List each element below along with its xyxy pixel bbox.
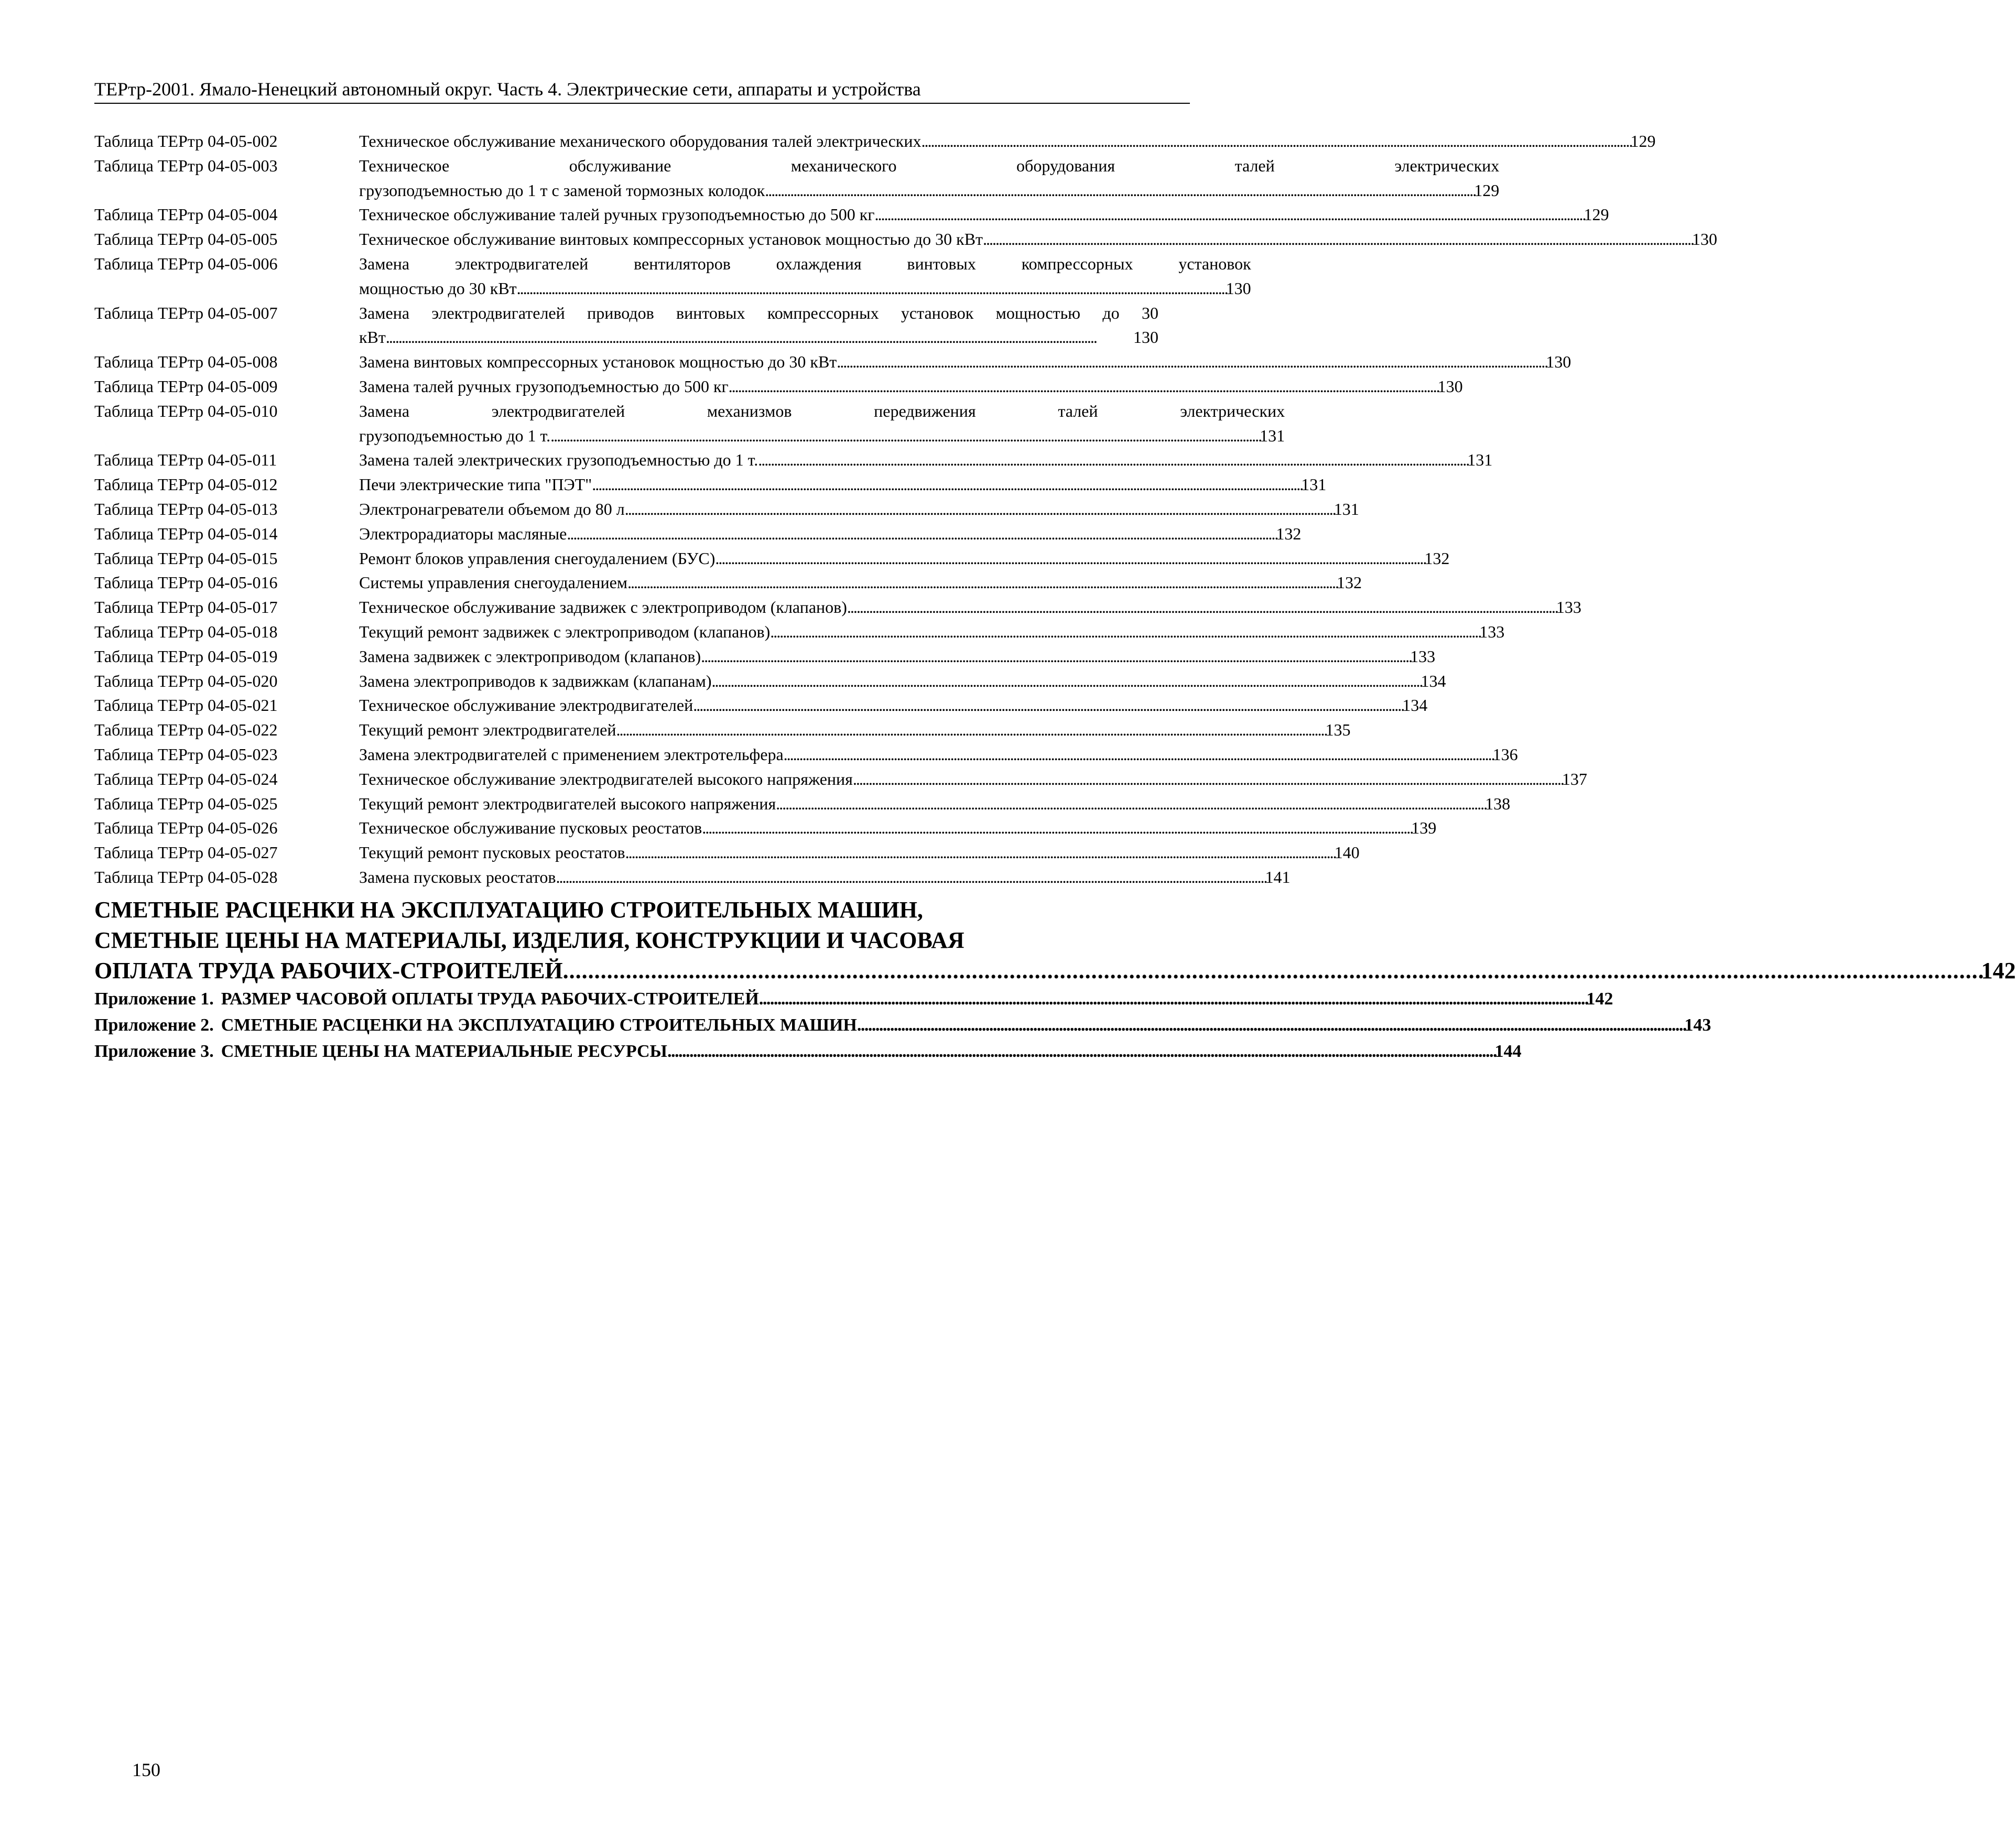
entry-title-line: Замена электродвигателей с применением электротельфера: [359, 744, 784, 764]
toc-entry[interactable]: [94, 522, 1302, 546]
page-number-ref: 130: [1692, 230, 1718, 249]
toc-entry[interactable]: [94, 399, 1285, 448]
section-heading-line: ОПЛАТА ТРУДА РАБОЧИХ-СТРОИТЕЛЕЙ: [94, 957, 563, 983]
toc-entry[interactable]: [94, 644, 1436, 669]
entry-title-line: Текущий ремонт пусковых реостатов: [359, 843, 625, 862]
entry-leader-line: [359, 840, 1360, 865]
entry-title-line: Замена электроприводов к задвижкам (клапанам): [359, 671, 712, 690]
toc-entry[interactable]: [94, 129, 1656, 154]
entry-title-line: Текущий ремонт задвижек с электроприводом (клапанов): [359, 622, 771, 641]
entry-leader-line: [359, 718, 1350, 742]
entry-title-line: Техническое обслуживание винтовых компрессорных установок мощностью до 30 кВт: [359, 230, 983, 249]
page-number-ref: 137: [1562, 769, 1587, 788]
entry-leader-line: [359, 424, 1285, 448]
dot-leader: [625, 497, 1334, 522]
entry-leader-line: [359, 350, 1571, 374]
dot-leader: [563, 956, 1981, 986]
table-code: Таблица ТЕРтр 04-05-006: [94, 254, 278, 273]
entry-title: [359, 129, 1655, 154]
entry-leader-line: [359, 644, 1435, 669]
entry-title: [359, 792, 1510, 816]
dot-leader: [693, 693, 1402, 718]
entry-leader-line: [359, 472, 1326, 497]
entry-leader-line: [359, 276, 1251, 301]
entry-title-line: Замена талей ручных грузоподъемностью до 500 кг: [359, 376, 729, 396]
entry-title-line: Замена электродвигателей приводов винтовых компрессорных установок мощностью до 30: [359, 303, 1158, 322]
table-code: Таблица ТЕРтр 04-05-018: [94, 622, 278, 641]
section-heading-leader: [94, 956, 2016, 986]
table-code: Таблица ТЕРтр 04-05-013: [94, 499, 278, 518]
dot-leader: [712, 669, 1421, 694]
toc-entry[interactable]: [94, 669, 1446, 694]
entry-title-line: Ремонт блоков управления снегоудалением (БУС): [359, 548, 716, 568]
entry-title: [359, 399, 1285, 448]
toc-entry[interactable]: [94, 816, 1437, 840]
entry-leader-line: [359, 669, 1446, 694]
table-code: Таблица ТЕРтр 04-05-028: [94, 867, 278, 886]
toc-entry[interactable]: [94, 840, 1360, 865]
table-code: Таблица ТЕРтр 04-05-009: [94, 376, 278, 396]
toc-entry[interactable]: [94, 865, 1291, 890]
appendix-label: Приложение 3.: [94, 1041, 214, 1061]
table-code: Таблица ТЕРтр 04-05-027: [94, 843, 278, 862]
entry-leader-line: [359, 767, 1587, 792]
table-code: Таблица ТЕРтр 04-05-004: [94, 205, 278, 224]
toc-entry[interactable]: [94, 693, 1428, 718]
dot-leader: [874, 202, 1584, 227]
page-number-ref: 133: [1556, 598, 1581, 617]
entry-leader-line: [359, 522, 1301, 546]
entry-title: [359, 202, 1609, 227]
entry-leader-line: [359, 374, 1463, 399]
table-code: Таблица ТЕРтр 04-05-007: [94, 303, 278, 322]
section-heading: [94, 895, 2016, 986]
toc-entry[interactable]: [94, 374, 1463, 399]
dot-leader: [758, 448, 1467, 472]
entry-title: [359, 252, 1251, 301]
entry-title: [359, 742, 1518, 767]
entry-title: [359, 301, 1158, 350]
dot-leader: [627, 570, 1337, 595]
entry-leader-line: [359, 792, 1510, 816]
entry-leader-line: [359, 742, 1518, 767]
entry-title-line: Системы управления снегоудалением: [359, 573, 628, 592]
entry-title: [359, 767, 1587, 792]
page-number-ref: 142: [1981, 957, 2016, 983]
entry-title: [359, 472, 1326, 497]
table-code: Таблица ТЕРтр 04-05-014: [94, 524, 278, 543]
entry-leader-line: [359, 570, 1362, 595]
table-code: Таблица ТЕРтр 04-05-005: [94, 230, 278, 249]
toc-entry[interactable]: [94, 792, 1511, 816]
page-number-ref: 130: [1437, 376, 1463, 396]
toc-entry[interactable]: [94, 620, 1505, 644]
entry-title: [359, 718, 1350, 742]
page-number-ref: 132: [1276, 524, 1302, 543]
entry-title-line: Замена винтовых компрессорных установок мощностью до 30 кВт: [359, 352, 837, 372]
page-number-ref: 144: [1494, 1041, 1522, 1061]
appendix-entry[interactable]: [94, 1012, 1711, 1039]
entry-title-line: Техническое обслуживание электродвигателей: [359, 696, 693, 715]
table-code: Таблица ТЕРтр 04-05-008: [94, 352, 278, 372]
entry-title-line: Замена задвижек с электроприводом (клапанов): [359, 646, 701, 666]
dot-leader: [729, 374, 1438, 399]
table-code: Таблица ТЕРтр 04-05-020: [94, 671, 278, 690]
page-number-ref: 131: [1260, 426, 1285, 445]
toc-entry[interactable]: [94, 718, 1351, 742]
appendix-title: СМЕТНЫЕ ЦЕНЫ НА МАТЕРИАЛЬНЫЕ РЕСУРСЫ: [221, 1041, 667, 1061]
toc-entry[interactable]: [94, 595, 1581, 620]
dot-leader: [550, 424, 1260, 448]
table-code: Таблица ТЕРтр 04-05-016: [94, 573, 278, 592]
page-number-ref: 133: [1410, 646, 1436, 666]
page-number-ref: 134: [1421, 671, 1446, 690]
dot-leader: [776, 792, 1485, 816]
page-number-ref: 131: [1301, 475, 1327, 494]
page-number-ref: 138: [1485, 794, 1511, 813]
page-number-ref: 130: [1133, 328, 1158, 347]
dot-leader: [715, 546, 1424, 571]
entry-leader-line: [359, 325, 1158, 350]
toc-entry[interactable]: [94, 227, 1718, 252]
entry-title: [359, 620, 1504, 644]
toc-entry[interactable]: [94, 448, 1493, 472]
entry-title-line: кВт: [359, 328, 386, 347]
entry-title: [359, 595, 1581, 620]
entry-leader-line: [359, 178, 1499, 203]
entry-leader-line: [359, 595, 1581, 620]
dot-leader: [517, 276, 1226, 301]
dot-leader: [983, 227, 1692, 252]
entry-title-line: Печи электрические типа "ПЭТ": [359, 475, 592, 494]
dot-leader: [770, 620, 1479, 644]
entry-title: [359, 693, 1427, 718]
entry-title: [359, 497, 1359, 522]
entry-title-line: Текущий ремонт электродвигателей: [359, 720, 616, 740]
table-code: Таблица ТЕРтр 04-05-024: [94, 769, 278, 788]
table-code: Таблица ТЕРтр 04-05-026: [94, 818, 278, 838]
entry-title: [359, 227, 1717, 252]
toc-entry[interactable]: [94, 252, 1251, 301]
entry-title-line: Техническое обслуживание талей ручных грузоподъемностью до 500 кг: [359, 205, 875, 224]
entry-leader-line: [359, 202, 1609, 227]
appendix-entry[interactable]: [94, 1039, 1522, 1065]
toc-entry[interactable]: [94, 742, 1518, 767]
entry-leader-line: [359, 448, 1492, 472]
toc-entry[interactable]: [94, 202, 1609, 227]
dot-leader: [616, 718, 1325, 742]
appendix-label: Приложение 2.: [94, 1015, 214, 1035]
page-number-ref: 141: [1265, 867, 1291, 886]
appendix-title: СМЕТНЫЕ РАСЦЕНКИ НА ЭКСПЛУАТАЦИЮ СТРОИТЕЛЬНЫХ МАШИН: [221, 1015, 857, 1035]
entry-title: [359, 546, 1449, 571]
entry-title-line: Замена пусковых реостатов: [359, 867, 556, 886]
table-code: Таблица ТЕРтр 04-05-022: [94, 720, 278, 740]
table-of-contents: [94, 129, 2016, 1065]
section-heading-line: СМЕТНЫЕ ЦЕНЫ НА МАТЕРИАЛЫ, ИЗДЕЛИЯ, КОНСТРУКЦИИ И ЧАСОВАЯ: [94, 927, 964, 953]
table-code: Таблица ТЕРтр 04-05-017: [94, 598, 278, 617]
page-number: 150: [132, 1759, 160, 1780]
entry-title-line: Электрорадиаторы масляные: [359, 524, 567, 543]
dot-leader: [765, 178, 1474, 203]
entry-leader-line: [359, 227, 1717, 252]
entry-leader-line: [359, 816, 1436, 840]
entry-title: [359, 669, 1446, 694]
entry-title-line: Техническое обслуживание пусковых реостатов: [359, 818, 702, 838]
page-number-ref: 140: [1334, 843, 1360, 862]
dot-leader: [701, 644, 1410, 669]
table-code: Таблица ТЕРтр 04-05-019: [94, 646, 278, 666]
entry-title-line: Техническое обслуживание задвижек с электроприводом (клапанов): [359, 598, 847, 617]
toc-entries: [94, 129, 1718, 890]
table-code: Таблица ТЕРтр 04-05-015: [94, 548, 278, 568]
page-number-ref: 143: [1684, 1015, 1711, 1035]
toc-entry[interactable]: [94, 472, 1327, 497]
entry-title-line: Техническое обслуживание электродвигателей высокого напряжения: [359, 769, 853, 788]
entry-leader-line: [359, 693, 1427, 718]
entry-title: [359, 865, 1291, 890]
dot-leader: [784, 742, 1493, 767]
dot-leader: [853, 767, 1562, 792]
entry-title: [359, 522, 1301, 546]
entry-title: [359, 840, 1360, 865]
toc-entry[interactable]: [94, 497, 1359, 522]
running-header: ТЕРтр-2001. Ямало-Ненецкий автономный округ. Часть 4. Электрические сети, аппараты и устройства: [94, 78, 1190, 104]
toc-entry[interactable]: [94, 767, 1587, 792]
table-code: Таблица ТЕРтр 04-05-003: [94, 156, 278, 175]
entry-title: [359, 154, 1499, 203]
dot-leader: [837, 350, 1546, 374]
entry-title-line: грузоподъемностью до 1 т с заменой тормозных колодок: [359, 180, 765, 200]
dot-leader: [386, 325, 1133, 350]
dot-leader: [847, 595, 1556, 620]
entry-leader-line: [359, 620, 1504, 644]
page-number-ref: 132: [1424, 548, 1450, 568]
entry-title-line: Электронагреватели объемом до 80 л: [359, 499, 625, 518]
dot-leader: [625, 840, 1335, 865]
page-number-ref: 130: [1226, 278, 1251, 298]
table-code: Таблица ТЕРтр 04-05-023: [94, 744, 278, 764]
entry-leader-line: [359, 497, 1359, 522]
entry-title-line: грузоподъемностью до 1 т.: [359, 426, 551, 445]
page-number-ref: 132: [1337, 573, 1362, 592]
page-number-ref: 131: [1334, 499, 1359, 518]
entry-title: [359, 644, 1435, 669]
dot-leader: [556, 865, 1265, 890]
table-code: Таблица ТЕРтр 04-05-010: [94, 401, 278, 420]
dot-leader: [567, 522, 1276, 546]
appendix-list: [94, 986, 1711, 1065]
toc-entry[interactable]: [94, 570, 1362, 595]
entry-title: [359, 448, 1492, 472]
table-code: Таблица ТЕРтр 04-05-021: [94, 696, 278, 715]
entry-title-line: Замена электродвигателей механизмов передвижения талей электрических: [359, 401, 1285, 420]
page-number-ref: 129: [1474, 180, 1500, 200]
entry-title: [359, 374, 1463, 399]
entry-title-line: Техническое обслуживание механического оборудования талей электрических: [359, 132, 922, 150]
entry-leader-line: [359, 129, 1655, 154]
table-code: Таблица ТЕРтр 04-05-011: [94, 450, 277, 470]
page-number-ref: 135: [1325, 720, 1351, 740]
entry-title-line: мощностью до 30 кВт: [359, 278, 517, 298]
dot-leader: [702, 816, 1411, 840]
entry-leader-line: [359, 546, 1449, 571]
page-number-ref: 134: [1402, 696, 1428, 715]
appendix-label: Приложение 1.: [94, 989, 214, 1009]
section-heading-line: СМЕТНЫЕ РАСЦЕНКИ НА ЭКСПЛУАТАЦИЮ СТРОИТЕЛЬНЫХ МАШИН,: [94, 896, 923, 923]
entry-title-line: Замена талей электрических грузоподъемностью до 1 т.: [359, 450, 758, 470]
entry-title: [359, 570, 1362, 595]
page-number-ref: 130: [1546, 352, 1571, 372]
dot-leader: [667, 1039, 1495, 1065]
page-number-ref: 133: [1479, 622, 1505, 641]
entry-title-line: Текущий ремонт электродвигателей высокого напряжения: [359, 794, 776, 813]
toc-entry[interactable]: [94, 301, 1158, 350]
page-number-ref: 136: [1492, 744, 1518, 764]
toc-entry[interactable]: [94, 350, 1571, 374]
table-code: Таблица ТЕРтр 04-05-002: [94, 132, 278, 150]
dot-leader: [759, 986, 1587, 1012]
entry-leader-line: [359, 865, 1291, 890]
entry-title-line: Техническое обслуживание механического оборудования талей электрических: [359, 156, 1500, 175]
page-number-ref: 129: [1630, 132, 1656, 150]
entry-title-line: Замена электродвигателей вентиляторов охлаждения винтовых компрессорных установок: [359, 254, 1251, 273]
page-number-ref: 139: [1411, 818, 1437, 838]
table-code: Таблица ТЕРтр 04-05-012: [94, 475, 278, 494]
entry-title: [359, 816, 1436, 840]
appendix-entry[interactable]: [94, 986, 1613, 1012]
dot-leader: [857, 1012, 1685, 1039]
appendix-title: РАЗМЕР ЧАСОВОЙ ОПЛАТЫ ТРУДА РАБОЧИХ-СТРОИТЕЛЕЙ: [221, 989, 759, 1009]
page-number-ref: 129: [1584, 205, 1609, 224]
entry-title: [359, 350, 1571, 374]
toc-entry[interactable]: [94, 546, 1450, 571]
dot-leader: [592, 472, 1301, 497]
toc-entry[interactable]: [94, 154, 1500, 203]
table-code: Таблица ТЕРтр 04-05-025: [94, 794, 278, 813]
dot-leader: [921, 129, 1630, 154]
page-number-ref: 142: [1586, 989, 1613, 1009]
page-number-ref: 131: [1467, 450, 1493, 470]
